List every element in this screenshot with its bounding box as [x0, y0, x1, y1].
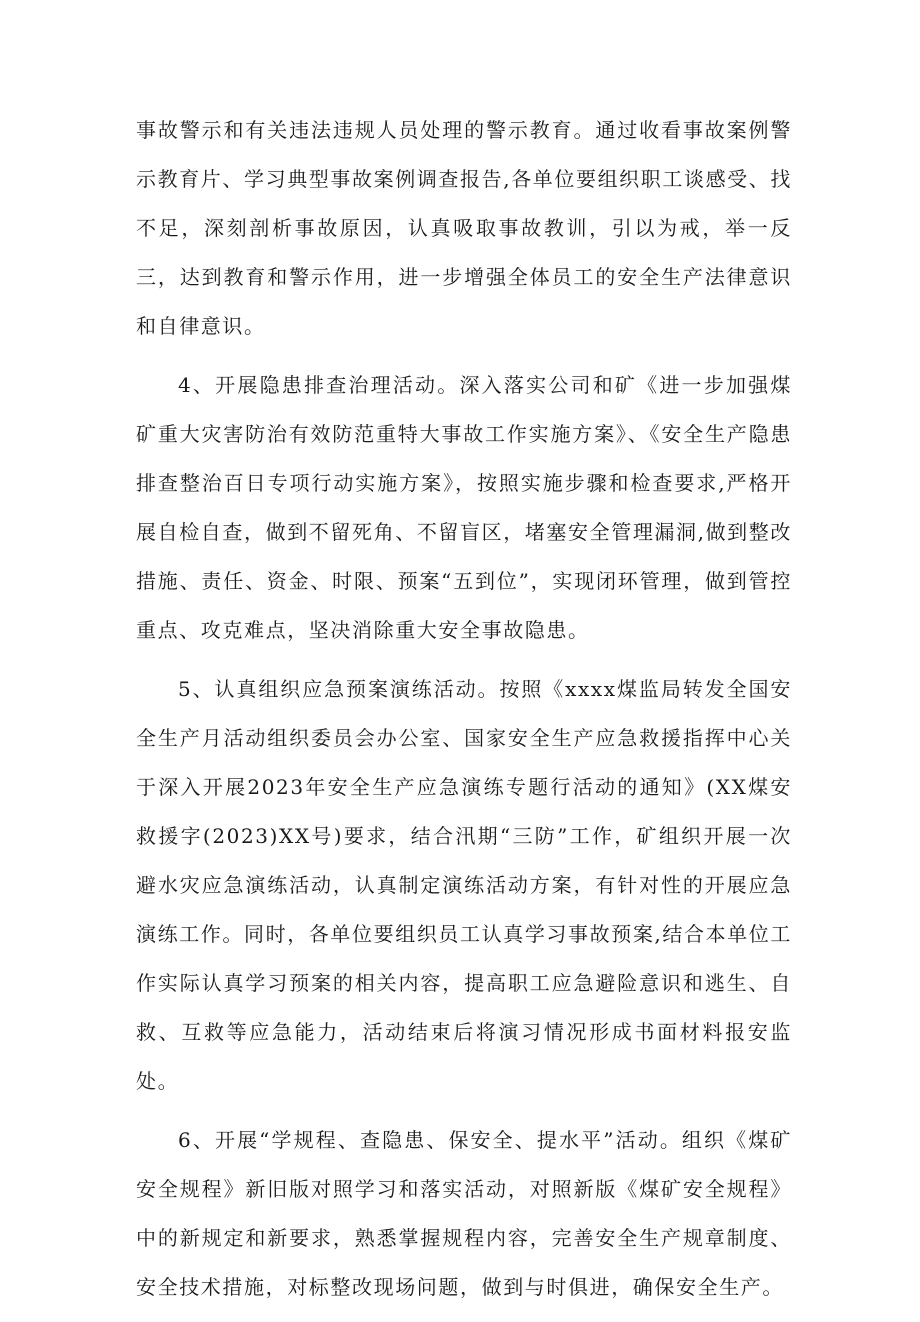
- paragraph-item-4: 4、开展隐患排查治理活动。深入落实公司和矿《进一步加强煤矿重大灾害防治有效防范重特大事故工作实施方案》、《安全生产隐患排查整治百日专项行动实施方案》，按照实施步骤和检查要求,严格开展自检自查，做到不留死角、不留盲区，堵塞安全管理漏洞,做到整改措施、责任、资金、时限、预案“五到位”，实现闭环管理，做到管控重点、攻克难点，坚决消除重大安全事故隐患。: [136, 373, 792, 642]
- document-body: [136, 106, 792, 1322]
- paragraph-continuation: 事故警示和有关违法违规人员处理的警示教育。通过收看事故案例警示教育片、学习典型事故案例调查报告,各单位要组织职工谈感受、找不足，深刻剖析事故原因，认真吸取事故教训，引以为戒，举一反三，达到教育和警示作用，进一步增强全体员工的安全生产法律意识和自律意识。: [136, 118, 792, 338]
- paragraph-item-6: 6、开展“学规程、查隐患、保安全、提水平”活动。组织《煤矿安全规程》新旧版对照学习和落实活动，对照新版《煤矿安全规程》中的新规定和新要求，熟悉掌握规程内容，完善安全生产规章制度、安全技术措施，对标整改现场问题，做到与时俱进，确保安全生产。: [136, 1128, 792, 1299]
- paragraph-item-5: 5、认真组织应急预案演练活动。按照《xxxx煤监局转发全国安全生产月活动组织委员会办公室、国家安全生产应急救援指挥中心关于深入开展2023年安全生产应急演练专题行活动的通知》(XX煤安救援字(2023)XX号)要求，结合汛期“三防”工作，矿组织开展一次避水灾应急演练活动，认真制定演练活动方案，有针对性的开展应急演练工作。同时，各单位要组织员工认真学习事故预案,结合本单位工作实际认真学习预案的相关内容，提高职工应急避险意识和逃生、自救、互救等应急能力，活动结束后将演习情况形成书面材料报安监处。: [136, 677, 792, 1093]
